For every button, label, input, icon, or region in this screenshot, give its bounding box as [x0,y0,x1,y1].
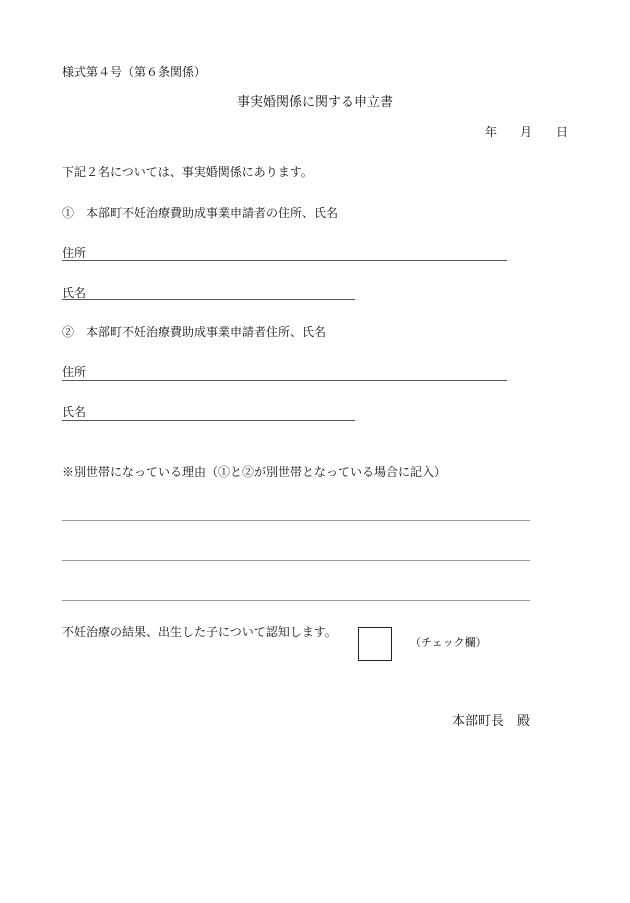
date-day-label: 日 [556,125,569,139]
person1-heading: ① 本部町不妊治療費助成事業申請者の住所、氏名 [62,206,339,220]
reason-line-3[interactable] [62,600,530,601]
person2-heading: ② 本部町不妊治療費助成事業申請者住所、氏名 [62,325,327,339]
person1-name-label: 氏名 [62,286,87,300]
person2-address-label: 住所 [62,365,87,379]
reason-line-1[interactable] [62,520,530,521]
person1-address-label: 住所 [62,246,87,260]
document-title: 事実婚関係に関する申立書 [236,95,393,110]
person2-name-field[interactable] [62,420,355,421]
person2-address-field[interactable] [62,380,507,381]
person2-name-label: 氏名 [62,405,87,419]
person1-address-field[interactable] [62,260,507,261]
date-year-label: 年 [485,125,498,139]
separate-household-note: ※別世帯になっている理由（①と②が別世帯となっている場合に記入） [62,465,447,479]
intro-text: 下記２名については、事実婚関係にあります。 [62,165,313,179]
person1-name-field[interactable] [62,299,355,300]
acknowledgement-checkbox[interactable] [358,627,392,661]
date-month-label: 月 [520,125,533,139]
form-number: 様式第４号（第６条関係） [62,65,207,79]
addressee: 本部町長 殿 [451,714,530,729]
reason-line-2[interactable] [62,560,530,561]
check-label: （チェック欄） [410,636,487,649]
acknowledgement-text: 不妊治療の結果、出生した子について認知します。 [62,625,337,639]
